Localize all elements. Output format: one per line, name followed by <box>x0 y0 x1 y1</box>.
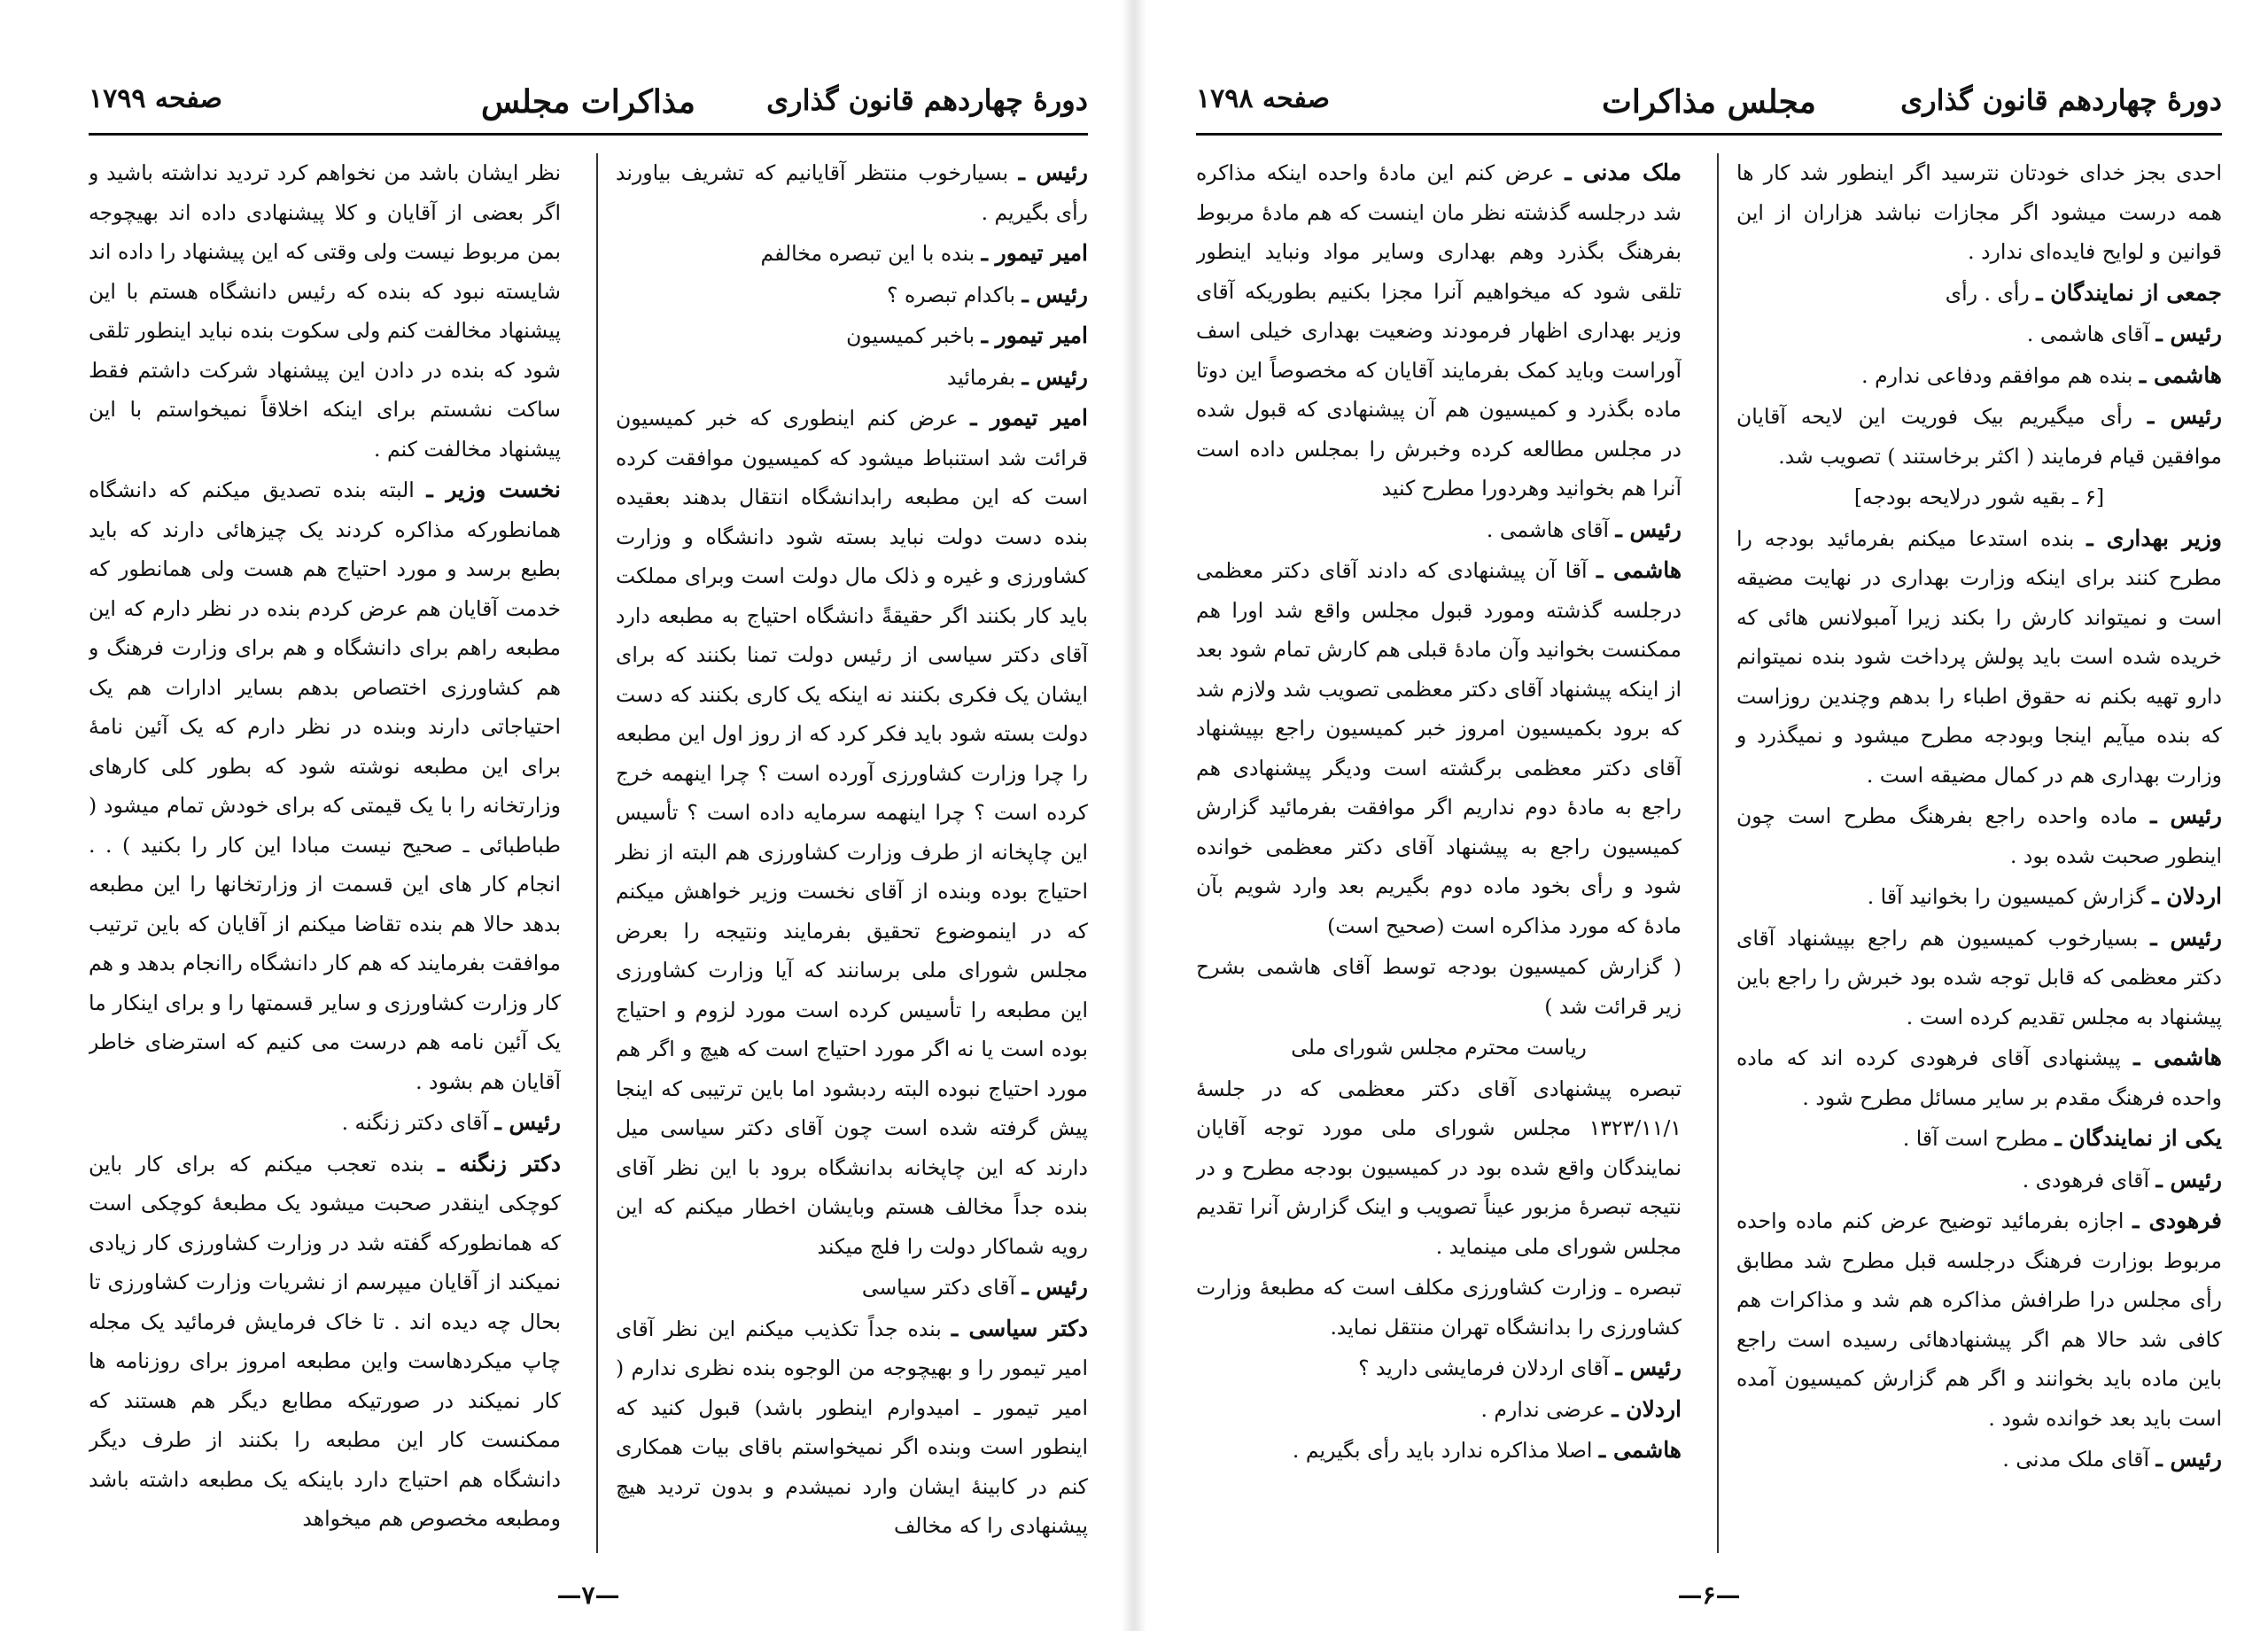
speaker-name: اردلان ـ <box>1612 1395 1682 1422</box>
speaker-name: رئیس ـ <box>2155 1166 2222 1192</box>
speech-text: عرض کنم این مادهٔ واحده اینکه مذاکره شد درجلسه گذشته نظر مان اینست که هم مادهٔ مربوط بفرهنگ بگذرد وهم بهداری وسایر مواد ونباید اینطور تلقی شود که میخواهیم آنرا مجزا بکنیم بطوریکه آقای وزیر بهداری اظهار فرمودند وضعیت بهداری خیلی اسف آوراست وباید کمک بفرمایند آقایان که مخصوصاً این دوتا ماده بگذرد و کمیسیون هم آن پیشنهادی که قبول شده در مجلس مطالعه کرده وخبرش را بمجلس داده است آنرا هم بخوانید وهردورا مطرح کنید <box>1196 160 1682 501</box>
speaker-name: هاشمی ـ <box>1598 1437 1682 1463</box>
column-left <box>89 153 561 1553</box>
speaker-name: امیر تیمور ـ <box>981 322 1088 348</box>
speech-text: رأی . رأی <box>1945 280 2037 306</box>
page-header <box>1196 78 2222 136</box>
speech-text: ( گزارش کمیسیون بودجه توسط آقای هاشمی بشرح زیر قرائت شد ) <box>1196 954 1682 1019</box>
paragraph <box>616 153 1088 232</box>
speech-text: عرضی ندارم . <box>1480 1396 1612 1422</box>
speech-text: بسیارخوب کمیسیون هم راجع بپیشنهاد آقای دکتر معظمی که قابل توجه شده بود خبرش را راجع باین پیشنهاد به مجلس تقدیم کرده است . <box>1736 925 2222 1029</box>
page-footer-number: —۷— <box>556 1581 620 1610</box>
speech-text: آقای هاشمی . <box>2026 322 2156 346</box>
paragraph <box>1736 877 2222 917</box>
speaker-name: رئیس ـ <box>1021 1274 1088 1300</box>
speaker-name: رئیس ـ <box>2150 803 2222 828</box>
speech-text: بنده تعجب میکنم که برای کار باین کوچکی اینقدر صحبت میشود یک مطبعهٔ کوچکی است که همانطورکه گفته شد در وزارت کشاورزی کار زیادی نمیکند از آقایان میپرسم از نشریات وزارت کشاورزی تا بحال چه دیده اند . تا خاک فرمایش فرمائید یک مجله چاپ میکردهاست واین مطبعه امروز برای روزنامه ها کار نمیکند در صورتیکه مطابع دیگر هم هستند که ممکنست کار این مطبعه را بکنند از طرف دیگر دانشگاه هم احتیاج دارد باینکه یک مطبعه داشته باشد ومطبعه مخصوص هم میخواهد <box>89 1151 561 1531</box>
column-right <box>596 153 1088 1553</box>
paragraph <box>1736 356 2222 396</box>
speech-text: باکدام تبصره ؟ <box>887 282 1022 307</box>
page-1798 <box>1134 0 2268 1631</box>
speech-text: رأی میگیریم بیک فوریت این لایحه آقایان موافقین قیام فرمایند ( اکثر برخاستند ) تصویب شد. <box>1736 404 2222 469</box>
paragraph <box>89 153 561 469</box>
speaker-name: یکی از نمایندگان ـ <box>2054 1125 2222 1151</box>
header-title: مذاکرات مجلس <box>481 83 695 120</box>
paragraph <box>1196 1348 1682 1388</box>
paragraph <box>616 1309 1088 1546</box>
paragraph <box>1736 1161 2222 1200</box>
paragraph <box>1196 551 1682 945</box>
speech-text: مطرح است آقا . <box>1902 1126 2055 1151</box>
header-session: دورهٔ چهاردهم قانون گذاری <box>766 83 1088 117</box>
paragraph <box>1736 519 2222 796</box>
paragraph: [۶ ـ بقیه شور درلایحه بودجه] <box>1853 485 2105 509</box>
speech-text: بنده با این تبصره مخالفم <box>760 241 982 266</box>
header-session: دورهٔ چهاردهم قانون گذاری <box>1900 83 2222 117</box>
speech-text: تبصره پیشنهادی آقای دکتر معظمی که در جلسهٔ ۱۳۲۳/۱۱/۱ مجلس شورای ملی مورد توجه آقایان نمایندگان واقع شده بود در کمیسیون بودجه مطرح و در نتیجه تبصرهٔ مزبور عیناً تصویب و اینک گزارش آنرا تقدیم مجلس شورای ملی مینماید . <box>1196 1076 1682 1259</box>
paragraph <box>616 1268 1088 1308</box>
speech-text: ماده واحده راجع بفرهنگ مطرح است چون اینطور صحبت شده بود . <box>1736 804 2222 868</box>
paragraph <box>1196 1431 1682 1471</box>
speaker-name: هاشمی ـ <box>1596 557 1682 583</box>
speech-text: باخبر کمیسیون <box>846 323 982 348</box>
paragraph <box>89 1103 561 1143</box>
header-page-number: صفحه ۱۷۹۹ <box>89 83 222 114</box>
speaker-name: رئیس ـ <box>2147 403 2222 429</box>
paragraph <box>616 234 1088 274</box>
speech-text: تبصره ـ وزارت کشاورزی مکلف است که مطبعهٔ وزارت کشاورزی را بدانشگاه تهران منتقل نماید. <box>1196 1275 1682 1340</box>
speaker-name: رئیس ـ <box>494 1109 561 1135</box>
paragraph <box>1736 1201 2222 1438</box>
paragraph <box>1736 1038 2222 1117</box>
paragraph <box>89 1145 561 1539</box>
speech-text: نظر ایشان باشد من نخواهم کرد تردید نداشته باشید و اگر بعضی از آقایان و کلا پیشنهادی داده اند بهیچوجه بمن مربوط نیست ولی وقتی که این پیشنهاد را داده اند شایسته نبود که بنده که رئیس دانشگاه هستم با این پیشنهاد مخالفت کنم ولی سکوت بنده نباید اینطور تلقی شود که بنده در دادن این پیشنهاد شرکت داشتم فقط ساکت نشستم برای اینکه اخلاقاً نمیخواستم با این پیشنهاد مخالفت کنم . <box>89 160 561 462</box>
header-title: مجلس مذاکرات <box>1602 83 1816 120</box>
paragraph <box>1196 1069 1682 1267</box>
speaker-name: ملک مدنی ـ <box>1565 159 1682 185</box>
speech-text: بفرمائید <box>946 364 1022 390</box>
paragraph <box>1196 153 1682 509</box>
speaker-name: هاشمی ـ <box>2133 1045 2222 1070</box>
paragraph <box>616 399 1088 1266</box>
speech-text: بنده جداً تکذیب میکنم این نظر آقای امیر تیمور را و بهیچوجه من الوجوه بنده نظری ندارم ( امیر تیمور ـ امیدوارم اینطور باشد) قبول کنید که اینطور است وبنده اگر نمیخواستم باقای بیات همکاری کنم در کابینهٔ ایشان وارد نمیشدم و بدون تردید هیچ پیشنهادی را که مخالف <box>616 1316 1088 1538</box>
speech-text: آقای فرهودی . <box>2022 1167 2156 1192</box>
speaker-name: رئیس ـ <box>1615 516 1682 542</box>
speech-text: پیشنهادی آقای فرهودی کرده اند که ماده واحده فرهنگ مقدم بر سایر مسائل مطرح شود . <box>1736 1045 2222 1110</box>
speaker-name: دکتر زنگنه ـ <box>438 1150 561 1177</box>
paragraph <box>616 276 1088 315</box>
speech-text: اجازه بفرمائید توضیح عرض کنم ماده واحده مربوط بوزارت فرهنگ درجلسه قبل مطرح شد مطابق رأی مجلس درا طرافش مذاکره هم شد و مذاکرات هم کافی شد حالا هم اگر پیشنهادهائی رسیده است راجع باین ماده باید بخوانند و اگر هم گزارش کمیسیون آمده است باید بعد خوانده شود . <box>1736 1208 2222 1431</box>
speech-text: آقا آن پیشنهادی که دادند آقای دکتر معظمی درجلسه گذشته ومورد قبول مجلس واقع شد اورا هم ممکنست بخوانید وآن مادهٔ قبلی هم کارش تمام شود بعد از اینکه پیشنهاد آقای دکتر معظمی تصویب شد ولازم شد که برود بکمیسیون امروز خبر کمیسیون راجع بپیشنهاد آقای دکتر معظمی برگشته است ودیگر پیشنهادی هم راجع به مادهٔ دوم نداریم اگر موافقت بفرمائید گزارش کمیسیون راجع به پیشنهاد آقای دکتر معظمی خوانده شود و رأی بخود ماده دوم بگیریم بعد وارد شویم بآن مادهٔ که مورد مذاکره است (صحیح است) <box>1196 558 1682 938</box>
speaker-name: امیر تیمور ـ <box>981 240 1088 266</box>
speaker-name: رئیس ـ <box>1615 1355 1682 1380</box>
paragraph <box>1736 1440 2222 1480</box>
paragraph <box>1196 510 1682 550</box>
paragraph <box>616 316 1088 356</box>
paragraph: ریاست محترم مجلس شورای ملی <box>1291 1035 1587 1060</box>
speech-text: بسیارخوب منتظر آقایانیم که تشریف بیاورند رأی بگیریم . <box>616 160 1088 225</box>
column-right <box>1717 153 2222 1553</box>
speech-text: اصلا مذاکره ندارد باید رأی بگیریم . <box>1292 1438 1599 1463</box>
speaker-name: رئیس ـ <box>2155 321 2222 346</box>
speaker-name: رئیس ـ <box>1018 159 1088 185</box>
paragraph <box>1736 397 2222 476</box>
speaker-name: هاشمی ـ <box>2139 361 2222 388</box>
paragraph <box>1196 947 1682 1026</box>
paragraph <box>1736 315 2222 354</box>
paragraph <box>1736 153 2222 272</box>
speech-text: آقای دکتر زنگنه . <box>341 1110 495 1135</box>
speaker-name: دکتر سیاسی ـ <box>951 1315 1088 1341</box>
header-page-number: صفحه ۱۷۹۸ <box>1196 83 1330 114</box>
page-footer-number: —۶— <box>1677 1581 1741 1610</box>
speech-text: البته بنده تصدیق میکنم که دانشگاه همانطورکه مذاکره کردند یک چیزهائی دارند که باید بطبع برسد و مورد احتیاج هم هست ولی همانطور که خدمت آقایان هم عرض کردم بنده در نظر دارم که این مطبعه راهم برای دانشگاه و هم برای وزارت فرهنگ و هم کشاورزی اختصاص بدهم بسایر ادارات هم یک احتیاجاتی دارند وبنده در نظر دارم که یک آئین نامهٔ برای این مطبعه نوشته شود که بطور کلی کارهای وزارتخانه را با یک قیمتی که برای خودش تمام میشود ( طباطبائی ـ صحیح نیست مبادا این کار را بکنید ) . . انجام کار های این قسمت از وزارتخانها را این مطبعه بدهد حالا هم بنده تقاضا میکنم از آقایان که باین ترتیب موافقت بفرمایند که هم کار دانشگاه راانجام بدهد و هم کار وزارت کشاورزی و سایر قسمتها را و برای اینکار ما یک آئین نامه هم درست می کنیم که استرضای خاطر آقایان هم بشود . <box>89 478 561 1094</box>
speaker-name: جمعی از نمایندگان ـ <box>2036 279 2222 306</box>
speaker-name: رئیس ـ <box>1021 363 1088 390</box>
speaker-name: نخست وزیر ـ <box>426 477 561 502</box>
paragraph <box>89 470 561 1101</box>
speech-text: گزارش کمیسیون را بخوانید آقا . <box>1867 884 2153 909</box>
speaker-name: فرهودی ـ <box>2132 1208 2222 1233</box>
speaker-name: رئیس ـ <box>2150 924 2222 951</box>
paragraph <box>616 358 1088 398</box>
speaker-name: امیر تیمور ـ <box>970 405 1088 431</box>
speech-text: آقای ملک مدنی . <box>2002 1447 2156 1472</box>
column-left <box>1196 153 1682 1553</box>
paragraph <box>1196 1390 1682 1430</box>
speech-text: بنده استدعا میکنم بفرمائید بودجه را مطرح کنند برای اینکه وزارت بهداری در نهایت مضیقه است و نمیتواند کارش را بکند زیرا آمبولانس هائی که خریده شده است باید پولش پرداخت شود بنده نمیتوانم دارو تهیه بکنم نه حقوق اطباء را بدهم وچندین روزاست که بنده میآیم اینجا وبودجه مطرح میشود و نمیگذرد و وزارت بهداری هم در کمال مضیقه است . <box>1736 525 2222 788</box>
paragraph <box>1736 1119 2222 1159</box>
speech-text: بنده هم موافقم ودفاعی ندارم . <box>1861 362 2140 388</box>
speaker-name: اردلان ـ <box>2152 883 2222 909</box>
speaker-name: رئیس ـ <box>2155 1446 2222 1472</box>
page-header <box>89 78 1088 136</box>
speech-text: آقای دکتر سیاسی <box>861 1275 1022 1300</box>
speech-text: آقای هاشمی . <box>1486 516 1616 542</box>
speech-text: احدی بجز خدای خودتان نترسید اگر اینطور شد کار ها همه درست میشود اگر مجازات نباشد هزاران از این قوانین و لوایح فایده‌ای ندارد . <box>1736 160 2222 264</box>
speech-text: عرض کنم اینطوری که خبر کمیسیون قرائت شد استنباط میشود که کمیسیون موافقت کرده است که این مطبعه رابدانشگاه انتقال بدهند بعقیده بنده دست دولت نباید بسته شود دانشگاه و وزارت کشاورزی و غیره و ذلک مال دولت است وبرای مملکت باید کار بکنند اگر حقیقةً دانشگاه احتیاج به مطبعه دارد آقای دکتر سیاسی از رئیس دولت تمنا بکنند که برای ایشان یک فکری بکنند نه اینکه یک کاری بکنند که دست دولت بسته شود باید فکر کرد که از روز اول این مطبعه را چرا وزارت کشاورزی آورده است ؟ چرا اینهمه خرج کرده است ؟ چرا اینهمه سرمایه داده است ؟ تأسیس این چاپخانه از طرف وزارت کشاورزی هم البته از نظر احتیاج بوده وبنده از آقای نخست وزیر خواهش میکنم که در اینموضوع تحقیق بفرمایند ونتیجه را بعرض مجلس شورای ملی برسانند که آیا وزارت کشاورزی این مطبعه را تأسیس کرده است مورد لزوم و احتیاج بوده است یا نه اگر مورد احتیاج است که هیچ و اگر هم مورد احتیاج نبوده البته ردبشود اما باین ترتیبی که اینجا پیش گرفته شده است چون آقای دکتر سیاسی میل دارند که این چاپخانه بدانشگاه برود با این نظر آقای بنده جداً مخالف هستم وبایشان اخطار میکنم که این رویه شماکار دولت را فلج میکند <box>616 406 1088 1259</box>
speaker-name: وزیر بهداری ـ <box>2086 524 2222 551</box>
paragraph <box>1736 274 2222 314</box>
paragraph <box>1736 796 2222 875</box>
paragraph <box>1196 1268 1682 1347</box>
paragraph <box>1736 919 2222 1037</box>
speech-text: آقای اردلان فرمایشی دارید ؟ <box>1358 1355 1616 1380</box>
speaker-name: رئیس ـ <box>1021 281 1088 307</box>
